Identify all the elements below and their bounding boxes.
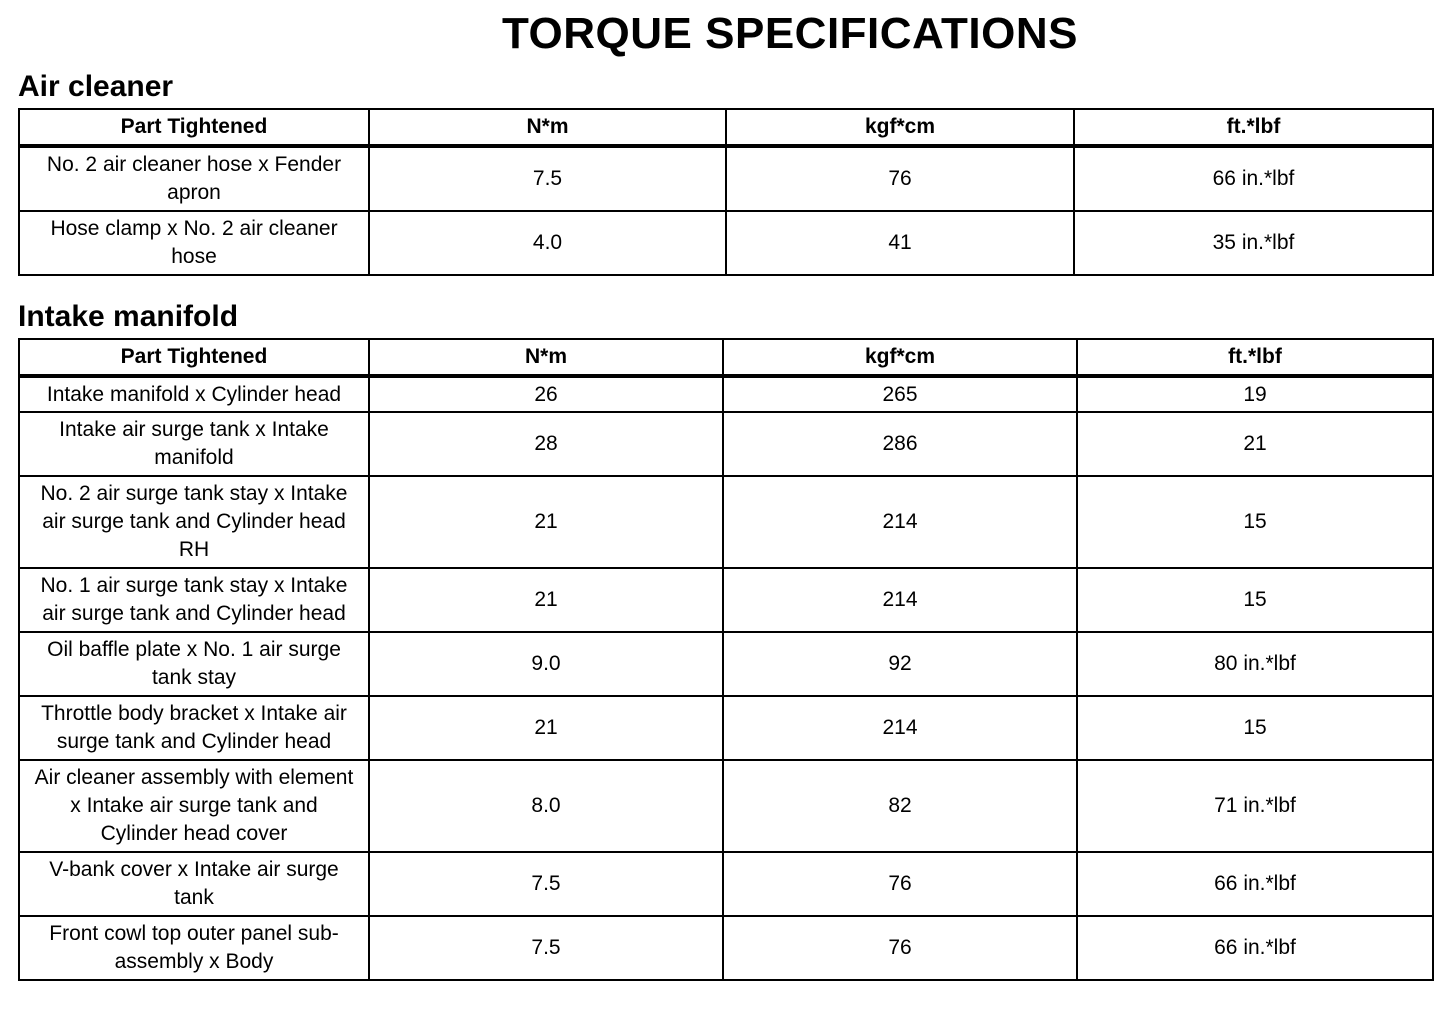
air-cleaner-torque-table — [18, 108, 1434, 276]
cell-part: No. 1 air surge tank stay x Intake air surge tank and Cylinder head — [19, 568, 369, 632]
cell-ft-lbf: 80 in.*lbf — [1077, 632, 1433, 696]
cell-ft-lbf: 19 — [1077, 376, 1433, 412]
cell-nm: 26 — [369, 376, 723, 412]
cell-kgf-cm: 286 — [723, 412, 1077, 476]
cell-part: No. 2 air surge tank stay x Intake air surge tank and Cylinder head RH — [19, 476, 369, 568]
cell-ft-lbf: 21 — [1077, 412, 1433, 476]
table-row — [19, 211, 1433, 275]
table-row — [19, 760, 1433, 852]
cell-nm: 28 — [369, 412, 723, 476]
cell-nm: 21 — [369, 696, 723, 760]
cell-part: Intake manifold x Cylinder head — [19, 376, 369, 412]
cell-part: Oil baffle plate x No. 1 air surge tank stay — [19, 632, 369, 696]
cell-kgf-cm: 41 — [726, 211, 1074, 275]
header-part-tightened: Part Tightened — [19, 109, 369, 146]
table-row — [19, 696, 1433, 760]
cell-nm: 8.0 — [369, 760, 723, 852]
cell-part: Air cleaner assembly with element x Intake air surge tank and Cylinder head cover — [19, 760, 369, 852]
cell-kgf-cm: 214 — [723, 476, 1077, 568]
header-ft-lbf: ft.*lbf — [1074, 109, 1433, 146]
cell-ft-lbf: 15 — [1077, 696, 1433, 760]
page-title: TORQUE SPECIFICATIONS — [501, 9, 1079, 58]
cell-ft-lbf: 66 in.*lbf — [1074, 146, 1433, 211]
section-title-intake-manifold: Intake manifold — [18, 300, 239, 333]
table-row — [19, 376, 1433, 412]
section-title-air-cleaner: Air cleaner — [18, 70, 174, 103]
cell-nm: 4.0 — [369, 211, 726, 275]
header-part-tightened: Part Tightened — [19, 339, 369, 376]
cell-kgf-cm: 76 — [723, 852, 1077, 916]
cell-kgf-cm: 82 — [723, 760, 1077, 852]
table-row — [19, 476, 1433, 568]
cell-ft-lbf: 71 in.*lbf — [1077, 760, 1433, 852]
cell-part: Throttle body bracket x Intake air surge tank and Cylinder head — [19, 696, 369, 760]
header-ft-lbf: ft.*lbf — [1077, 339, 1433, 376]
cell-nm: 9.0 — [369, 632, 723, 696]
cell-part: Hose clamp x No. 2 air cleaner hose — [19, 211, 369, 275]
header-nm: N*m — [369, 339, 723, 376]
table-row — [19, 916, 1433, 980]
cell-ft-lbf: 66 in.*lbf — [1077, 916, 1433, 980]
cell-ft-lbf: 15 — [1077, 568, 1433, 632]
table-header-row — [19, 339, 1433, 376]
cell-nm: 7.5 — [369, 146, 726, 211]
cell-ft-lbf: 66 in.*lbf — [1077, 852, 1433, 916]
cell-nm: 7.5 — [369, 852, 723, 916]
cell-part: Intake air surge tank x Intake manifold — [19, 412, 369, 476]
cell-ft-lbf: 15 — [1077, 476, 1433, 568]
cell-kgf-cm: 76 — [726, 146, 1074, 211]
cell-kgf-cm: 265 — [723, 376, 1077, 412]
header-kgf-cm: kgf*cm — [723, 339, 1077, 376]
cell-ft-lbf: 35 in.*lbf — [1074, 211, 1433, 275]
cell-kgf-cm: 92 — [723, 632, 1077, 696]
cell-part: V-bank cover x Intake air surge tank — [19, 852, 369, 916]
table-row — [19, 632, 1433, 696]
cell-kgf-cm: 214 — [723, 568, 1077, 632]
table-header-row — [19, 109, 1433, 146]
cell-nm: 21 — [369, 476, 723, 568]
header-nm: N*m — [369, 109, 726, 146]
cell-part: Front cowl top outer panel sub-assembly x Body — [19, 916, 369, 980]
intake-manifold-torque-table — [18, 338, 1434, 981]
cell-kgf-cm: 76 — [723, 916, 1077, 980]
cell-part: No. 2 air cleaner hose x Fender apron — [19, 146, 369, 211]
table-row — [19, 568, 1433, 632]
cell-kgf-cm: 214 — [723, 696, 1077, 760]
cell-nm: 21 — [369, 568, 723, 632]
table-row — [19, 146, 1433, 211]
table-row — [19, 412, 1433, 476]
table-row — [19, 852, 1433, 916]
cell-nm: 7.5 — [369, 916, 723, 980]
header-kgf-cm: kgf*cm — [726, 109, 1074, 146]
